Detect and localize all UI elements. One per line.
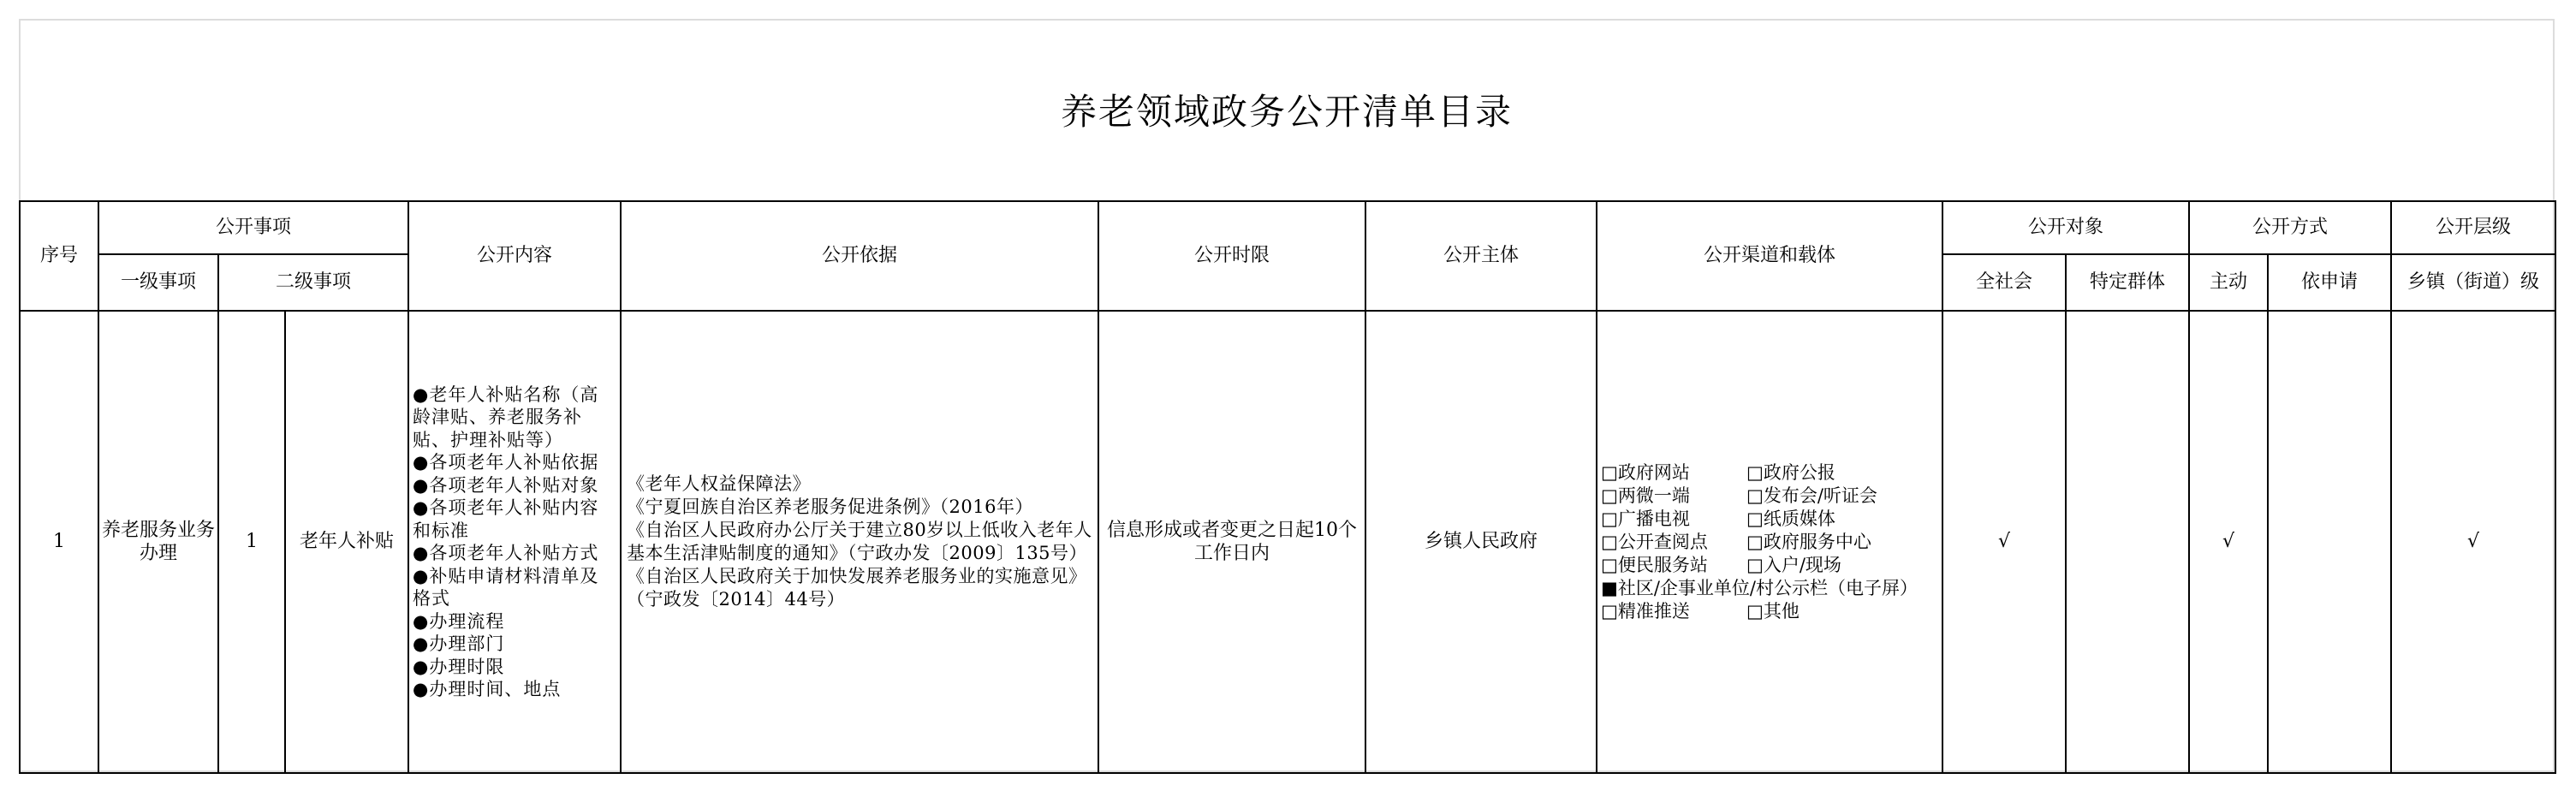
channel-checkbox: □广播电视 xyxy=(1601,508,1690,529)
channel-checkbox: □政府服务中心 xyxy=(1746,531,1871,552)
table-row xyxy=(20,311,2555,773)
cell-basis xyxy=(621,311,1098,773)
header-time-limit: 公开时限 xyxy=(1098,201,1365,311)
header-method-request: 依申请 xyxy=(2268,254,2391,311)
header-seq: 序号 xyxy=(20,201,98,311)
basis-item: 《自治区人民政府办公厅关于建立80岁以上低收入老年人基本生活津贴制度的通知》（宁政办发〔2009〕135号） xyxy=(627,520,1092,563)
channel-checkbox: □入户/现场 xyxy=(1746,554,1841,575)
header-method: 公开方式 xyxy=(2189,201,2391,254)
content-item: ●各项老年人补贴依据 xyxy=(413,452,599,473)
header-target-all: 全社会 xyxy=(1942,254,2066,311)
content-item: ●办理时限 xyxy=(413,656,505,677)
content-item: ●办理时间、地点 xyxy=(413,679,562,699)
content-item: ●办理部门 xyxy=(413,633,505,654)
cell-method-active: √ xyxy=(2189,311,2268,773)
channel-checkbox: □精准推送 xyxy=(1601,600,1690,622)
channel-checkbox: □政府网站 xyxy=(1601,461,1690,483)
disclosure-table xyxy=(19,200,2556,774)
header-target: 公开对象 xyxy=(1942,201,2189,254)
channel-checkbox: □政府公报 xyxy=(1746,461,1835,483)
cell-target-specific xyxy=(2066,311,2189,773)
cell-seq: 1 xyxy=(20,311,98,773)
cell-level2: 老年人补贴 xyxy=(285,311,408,773)
content-item: ●老年人补贴名称（高龄津贴、养老服务补贴、护理补贴等） xyxy=(413,384,599,450)
basis-item: 《老年人权益保障法》 xyxy=(627,473,812,494)
content-item: ●办理流程 xyxy=(413,610,505,632)
header-matter: 公开事项 xyxy=(98,201,408,254)
channel-checkbox: □纸质媒体 xyxy=(1746,508,1835,529)
content-list xyxy=(409,384,620,701)
header-level1: 一级事项 xyxy=(98,254,218,311)
header-basis: 公开依据 xyxy=(621,201,1098,311)
cell-content xyxy=(408,311,621,773)
cell-time-limit: 信息形成或者变更之日起10个工作日内 xyxy=(1098,311,1365,773)
header-level2: 二级事项 xyxy=(218,254,408,311)
cell-method-request xyxy=(2268,311,2391,773)
header-subject: 公开主体 xyxy=(1365,201,1597,311)
header-content: 公开内容 xyxy=(408,201,621,311)
channel-checkbox: □发布会/听证会 xyxy=(1746,485,1877,506)
page-title: 养老领域政务公开清单目录 xyxy=(1060,91,1513,133)
header-method-active: 主动 xyxy=(2189,254,2268,311)
header-level: 公开层级 xyxy=(2391,201,2555,254)
channel-checkbox: □公开查阅点 xyxy=(1601,531,1708,552)
header-row-1 xyxy=(20,201,2555,254)
channel-checkbox: □其他 xyxy=(1746,600,1800,622)
cell-channels xyxy=(1597,311,1942,773)
basis-list xyxy=(622,473,1098,611)
channel-checkbox: □两微一端 xyxy=(1601,485,1690,506)
cell-level-town: √ xyxy=(2391,311,2555,773)
cell-level1: 养老服务业务办理 xyxy=(98,311,218,773)
content-item: ●各项老年人补贴内容和标准 xyxy=(413,497,599,541)
channel-list xyxy=(1597,461,1942,623)
content-item: ●各项老年人补贴对象 xyxy=(413,474,599,496)
cell-target-all: √ xyxy=(1942,311,2066,773)
content-item: ●各项老年人补贴方式 xyxy=(413,543,599,563)
header-channel: 公开渠道和载体 xyxy=(1597,201,1942,311)
content-item: ●补贴申请材料清单及格式 xyxy=(413,565,599,609)
channel-checkbox-selected: ■社区/企事业单位/村公示栏（电子屏） xyxy=(1601,577,1919,598)
basis-item: 《自治区人民政府关于加快发展养老服务业的实施意见》（宁政发〔2014〕44号） xyxy=(627,566,1087,610)
cell-level2-no: 1 xyxy=(218,311,285,773)
cell-subject: 乡镇人民政府 xyxy=(1365,311,1597,773)
header-target-specific: 特定群体 xyxy=(2066,254,2189,311)
channel-checkbox: □便民服务站 xyxy=(1601,554,1708,575)
title-row xyxy=(19,19,2555,200)
basis-item: 《宁夏回族自治区养老服务促进条例》（2016年） xyxy=(627,497,1033,517)
header-level-town: 乡镇（街道）级 xyxy=(2391,254,2555,311)
